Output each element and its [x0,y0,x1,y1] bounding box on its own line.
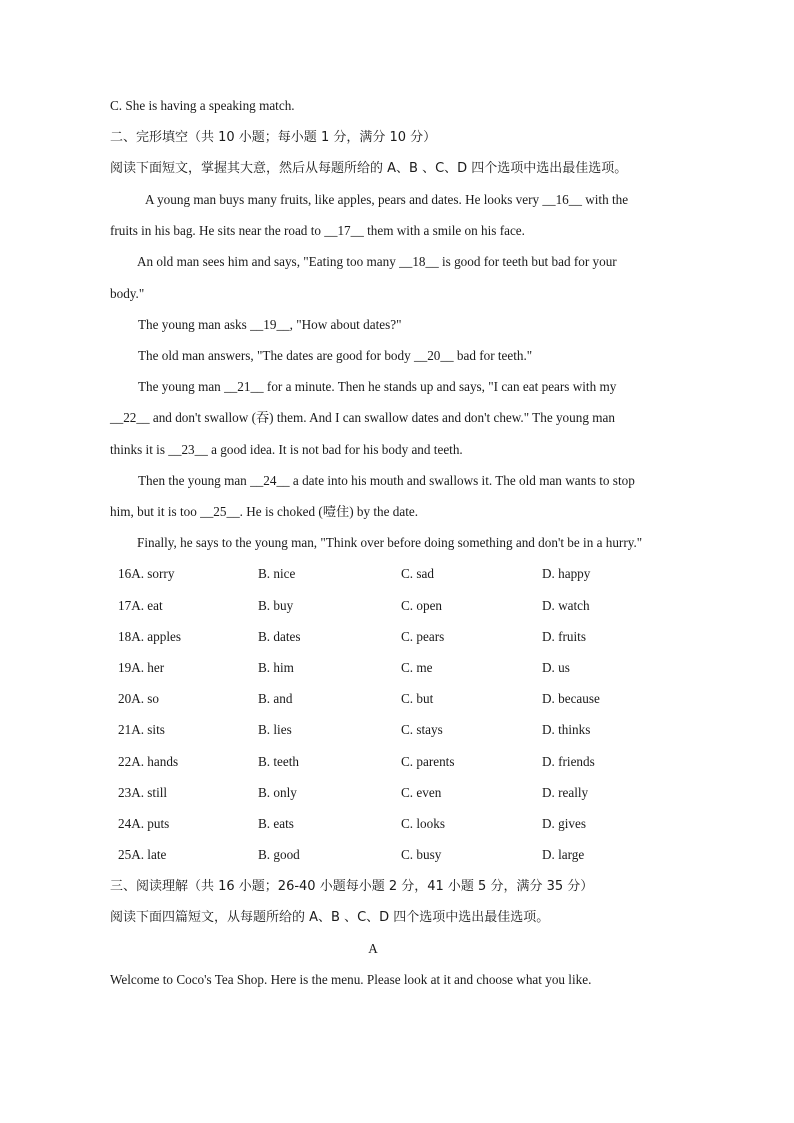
option-c: C. busy [401,847,442,862]
option-row-17 [118,597,738,615]
option-row-20 [118,690,738,708]
passage-line: The young man asks __19__, "How about dates?" [138,317,402,332]
option-a: 17A. eat [118,598,163,613]
section-2-instruction: 阅读下面短文，掌握其大意，然后从每题所给的 A、B 、C、D 四个选项中选出最佳选项。 [110,161,628,176]
option-a: 24A. puts [118,816,170,831]
passage-line: __22__ and don't swallow (吞) them. And I can swallow dates and don't chew." The young man [110,410,615,425]
option-c: C. parents [401,754,455,769]
option-a: 25A. late [118,847,167,862]
option-b: B. teeth [258,754,300,769]
option-c: C. but [401,691,434,706]
option-d: D. really [542,785,589,800]
option-d: D. thinks [542,722,591,737]
option-a: 19A. her [118,660,165,675]
option-d: D. large [542,847,585,862]
option-b: B. dates [258,629,301,644]
previous-option-c: C. She is having a speaking match. [110,98,295,113]
option-row-21 [118,721,738,739]
option-c: C. stays [401,722,443,737]
passage-line: The old man answers, "The dates are good for body __20__ bad for teeth." [138,348,533,363]
option-row-23 [118,784,738,802]
option-a: 23A. still [118,785,168,800]
option-b: B. him [258,660,294,675]
option-b: B. and [258,691,293,706]
option-b: B. lies [258,722,292,737]
option-a: 20A. so [118,691,160,706]
option-c: C. looks [401,816,445,831]
option-row-18 [118,628,738,646]
reading-part-label: A [368,941,378,956]
option-b: B. only [258,785,297,800]
option-row-24 [118,815,738,833]
option-a: 21A. sits [118,722,165,737]
section-2-heading: 二、完形填空（共 10 小题；每小题 1 分，满分 10 分） [110,130,437,145]
passage-line: body." [110,286,145,301]
option-row-22 [118,753,738,771]
option-d: D. us [542,660,570,675]
option-c: C. open [401,598,443,613]
reading-intro: Welcome to Coco's Tea Shop. Here is the menu. Please look at it and choose what you like. [110,972,592,987]
option-d: D. friends [542,754,595,769]
option-b: B. eats [258,816,294,831]
option-d: D. because [542,691,600,706]
option-c: C. even [401,785,442,800]
passage-line: Finally, he says to the young man, "Think over before doing something and don't be in a hurry." [137,535,643,550]
passage-line: The young man __21__ for a minute. Then he stands up and says, "I can eat pears with my [138,379,617,394]
option-d: D. gives [542,816,586,831]
option-a: 16A. sorry [118,566,175,581]
passage-line: An old man sees him and says, "Eating too many __18__ is good for teeth but bad for your [137,254,617,269]
option-row-16 [118,565,738,583]
passage-line: Then the young man __24__ a date into his mouth and swallows it. The old man wants to stop [138,473,635,488]
option-a: 18A. apples [118,629,181,644]
option-a: 22A. hands [118,754,179,769]
option-row-25 [118,846,738,864]
option-d: D. watch [542,598,590,613]
option-c: C. me [401,660,433,675]
option-row-19 [118,659,738,677]
option-b: B. good [258,847,300,862]
section-3-instruction: 阅读下面四篇短文，从每题所给的 A、B 、C、D 四个选项中选出最佳选项。 [110,910,550,925]
option-b: B. nice [258,566,296,581]
option-c: C. sad [401,566,434,581]
passage-line: thinks it is __23__ a good idea. It is not bad for his body and teeth. [110,442,463,457]
option-b: B. buy [258,598,294,613]
passage-line: him, but it is too __25__. He is choked (噎住) by the date. [110,504,419,519]
passage-line: A young man buys many fruits, like apples, pears and dates. He looks very __16__ with the [145,192,629,207]
option-d: D. happy [542,566,591,581]
option-c: C. pears [401,629,445,644]
passage-line: fruits in his bag. He sits near the road to __17__ them with a smile on his face. [110,223,525,238]
option-d: D. fruits [542,629,586,644]
section-3-heading: 三、阅读理解（共 16 小题；26-40 小题每小题 2 分，41 小题 5 分，满分 35 分） [110,879,594,894]
